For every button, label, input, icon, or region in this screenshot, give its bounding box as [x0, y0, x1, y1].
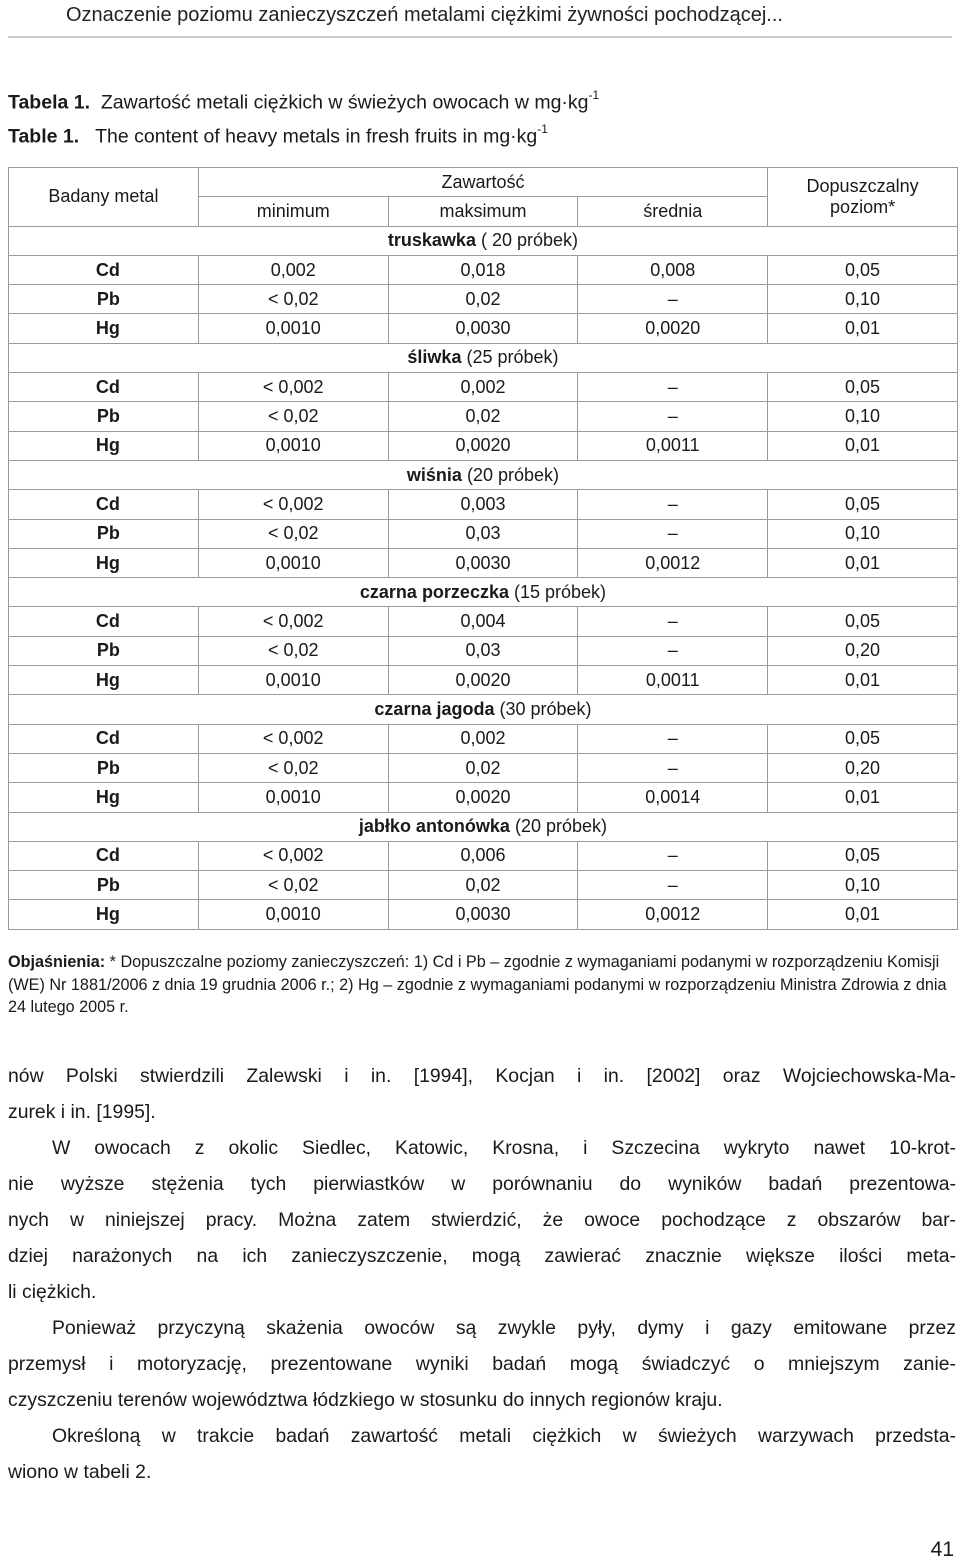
cell-limit: 0,05: [768, 724, 958, 753]
text-line: nych w niniejszej pracy. Można zatem stwierdzić, że owoce pochodzące z obszarów bar-: [8, 1209, 956, 1231]
cell-min: 0,0010: [198, 314, 388, 343]
cell-min: < 0,002: [198, 841, 388, 870]
page-number: 41: [930, 1538, 954, 1561]
cell-limit: 0,10: [768, 285, 958, 314]
section-spacer: [768, 695, 958, 724]
cell-max: 0,03: [388, 636, 578, 665]
section-count: (15 próbek): [508, 581, 607, 602]
section-count: (20 próbek): [509, 816, 608, 837]
cell-max: 0,0020: [388, 431, 578, 460]
caption-en-label: Table 1.: [8, 125, 80, 148]
cell-max: 0,004: [388, 607, 578, 636]
section-row: [9, 695, 958, 724]
cell-mean: –: [578, 373, 768, 402]
cell-max: 0,0030: [388, 314, 578, 343]
cell-limit: 0,01: [768, 783, 958, 812]
cell-metal: Hg: [9, 314, 199, 343]
table-row: [9, 431, 958, 460]
cell-limit: 0,01: [768, 548, 958, 577]
section-row: [9, 578, 958, 607]
text-line: W owocach z okolic Siedlec, Katowic, Krosna, i Szczecina wykryto nawet 10-krot-: [52, 1137, 956, 1159]
table-row: [9, 285, 958, 314]
cell-max: 0,018: [388, 255, 578, 284]
section-left-spacer: [9, 578, 199, 607]
cell-min: 0,0010: [198, 783, 388, 812]
section-name: czarna porzeczka: [359, 581, 509, 602]
cell-max: 0,0030: [388, 548, 578, 577]
cell-mean: –: [578, 753, 768, 782]
section-name: wiśnia: [406, 464, 462, 485]
section-title: [198, 343, 767, 372]
text-line: wiono w tabeli 2.: [8, 1461, 152, 1483]
cell-min: < 0,02: [198, 402, 388, 431]
cell-metal: Pb: [9, 871, 199, 900]
table-row: [9, 666, 958, 695]
cell-mean: –: [578, 871, 768, 900]
cell-min: 0,0010: [198, 548, 388, 577]
section-left-spacer: [9, 695, 199, 724]
section-name: truskawka: [387, 230, 476, 251]
cell-min: 0,0010: [198, 431, 388, 460]
section-left-spacer: [9, 460, 199, 489]
text-line: zurek i in. [1995].: [8, 1101, 156, 1123]
section-row: [9, 226, 958, 255]
paragraph-2: [8, 1130, 956, 1310]
table-header-row: [9, 168, 958, 197]
caption-en-exponent: -1: [537, 122, 548, 136]
cell-limit: 0,01: [768, 314, 958, 343]
cell-limit: 0,05: [768, 490, 958, 519]
cell-min: < 0,002: [198, 607, 388, 636]
section-left-spacer: [9, 343, 199, 372]
header-mean: średnia: [578, 197, 768, 226]
section-count: (25 próbek): [461, 347, 559, 368]
cell-metal: Pb: [9, 285, 199, 314]
header-min: minimum: [198, 197, 388, 226]
section-spacer: [768, 812, 958, 841]
section-spacer: [768, 226, 958, 255]
section-title: [198, 812, 767, 841]
section-title: [198, 460, 767, 489]
text-line: nów Polski stwierdzili Zalewski i in. [1994], Kocjan i in. [2002] oraz Wojciechowska-Ma-: [8, 1065, 956, 1087]
table-row: [9, 255, 958, 284]
table-row: [9, 607, 958, 636]
cell-limit: 0,10: [768, 871, 958, 900]
cell-limit: 0,05: [768, 841, 958, 870]
cell-min: < 0,02: [198, 871, 388, 900]
cell-mean: –: [578, 490, 768, 519]
cell-limit: 0,05: [768, 255, 958, 284]
cell-metal: Cd: [9, 841, 199, 870]
section-spacer: [768, 578, 958, 607]
section-name: śliwka: [407, 347, 462, 368]
cell-mean: 0,008: [578, 255, 768, 284]
header-limit: [768, 168, 958, 227]
table-row: [9, 314, 958, 343]
text-line: Ponieważ przyczyną skażenia owoców są zwykle pyły, dymy i gazy emitowane przez: [52, 1317, 956, 1339]
section-row: [9, 812, 958, 841]
footnote-label: Objaśnienia:: [8, 953, 106, 971]
section-left-spacer: [9, 226, 199, 255]
cell-mean: –: [578, 636, 768, 665]
cell-metal: Hg: [9, 783, 199, 812]
text-line: przemysł i motoryzację, prezentowane wyniki badań mogą świadczyć o mniejszym zanie-: [8, 1353, 956, 1375]
cell-metal: Cd: [9, 724, 199, 753]
section-count: ( 20 próbek): [475, 230, 579, 251]
cell-metal: Pb: [9, 636, 199, 665]
table-row: [9, 373, 958, 402]
section-name: jabłko antonówka: [358, 816, 510, 837]
cell-mean: –: [578, 285, 768, 314]
table-row: [9, 636, 958, 665]
cell-metal: Cd: [9, 255, 199, 284]
cell-metal: Pb: [9, 402, 199, 431]
header-limit-line1: Dopuszczalny: [806, 175, 919, 196]
cell-max: 0,02: [388, 871, 578, 900]
paragraph-4: [8, 1418, 956, 1490]
text-line: dziej narażonych na ich zanieczyszczenie, mogą zawierać znacznie większe ilości meta-: [8, 1245, 956, 1267]
table-caption-en: [8, 124, 548, 149]
cell-metal: Hg: [9, 548, 199, 577]
cell-limit: 0,20: [768, 753, 958, 782]
text-line: li ciężkich.: [8, 1281, 97, 1303]
header-metal: Badany metal: [9, 168, 199, 227]
cell-mean: 0,0014: [578, 783, 768, 812]
text-line: czyszczeniu terenów województwa łódzkiego w stosunku do innych regionów kraju.: [8, 1389, 723, 1411]
paragraph-3: [8, 1310, 956, 1418]
cell-metal: Cd: [9, 607, 199, 636]
cell-min: 0,002: [198, 255, 388, 284]
caption-en-text: The content of heavy metals in fresh fruits in mg·kg: [95, 125, 538, 148]
table-row: [9, 871, 958, 900]
cell-max: 0,02: [388, 753, 578, 782]
cell-min: 0,0010: [198, 900, 388, 929]
table-row: [9, 402, 958, 431]
cell-min: < 0,02: [198, 285, 388, 314]
cell-min: < 0,002: [198, 490, 388, 519]
table-footnote: [8, 951, 958, 1019]
paragraph-1: [8, 1058, 956, 1130]
cell-max: 0,02: [388, 285, 578, 314]
cell-min: 0,0010: [198, 666, 388, 695]
cell-limit: 0,01: [768, 900, 958, 929]
section-count: (20 próbek): [461, 464, 560, 485]
section-title: [198, 578, 767, 607]
text-line: Określoną w trakcie badań zawartość metali ciężkich w świeżych warzywach przedsta-: [52, 1425, 956, 1447]
cell-limit: 0,20: [768, 636, 958, 665]
cell-max: 0,0030: [388, 900, 578, 929]
cell-metal: Cd: [9, 373, 199, 402]
section-title: [198, 695, 767, 724]
section-row: [9, 460, 958, 489]
cell-limit: 0,10: [768, 402, 958, 431]
cell-metal: Pb: [9, 519, 199, 548]
cell-mean: 0,0012: [578, 548, 768, 577]
header-rule: [8, 36, 952, 38]
cell-limit: 0,01: [768, 666, 958, 695]
table-row: [9, 490, 958, 519]
cell-max: 0,003: [388, 490, 578, 519]
caption-pl-exponent: -1: [588, 88, 600, 102]
cell-min: < 0,02: [198, 753, 388, 782]
cell-metal: Hg: [9, 431, 199, 460]
section-title: [198, 226, 767, 255]
cell-max: 0,002: [388, 724, 578, 753]
caption-pl-label: Tabela 1.: [8, 91, 91, 114]
caption-pl-text: Zawartość metali ciężkich w świeżych owocach w mg·kg: [100, 91, 589, 114]
section-name: czarna jagoda: [374, 698, 495, 719]
section-row: [9, 343, 958, 372]
cell-max: 0,02: [388, 402, 578, 431]
table-row: [9, 900, 958, 929]
cell-limit: 0,10: [768, 519, 958, 548]
cell-mean: –: [578, 841, 768, 870]
cell-metal: Pb: [9, 753, 199, 782]
cell-mean: –: [578, 724, 768, 753]
cell-mean: 0,0011: [578, 666, 768, 695]
section-spacer: [768, 343, 958, 372]
cell-max: 0,0020: [388, 783, 578, 812]
cell-min: < 0,002: [198, 373, 388, 402]
section-count: (30 próbek): [494, 698, 592, 719]
cell-mean: –: [578, 607, 768, 636]
cell-min: < 0,02: [198, 636, 388, 665]
cell-limit: 0,05: [768, 373, 958, 402]
header-max: maksimum: [388, 197, 578, 226]
section-spacer: [768, 460, 958, 489]
heavy-metals-table: [8, 167, 958, 930]
table-row: [9, 724, 958, 753]
table-row: [9, 548, 958, 577]
cell-max: 0,002: [388, 373, 578, 402]
cell-max: 0,0020: [388, 666, 578, 695]
cell-limit: 0,01: [768, 431, 958, 460]
running-header: Oznaczenie poziomu zanieczyszczeń metalami ciężkimi żywności pochodzącej...: [66, 4, 783, 26]
table-row: [9, 783, 958, 812]
cell-max: 0,03: [388, 519, 578, 548]
cell-mean: 0,0020: [578, 314, 768, 343]
cell-min: < 0,02: [198, 519, 388, 548]
cell-mean: –: [578, 519, 768, 548]
cell-mean: –: [578, 402, 768, 431]
header-limit-line2: poziom*: [830, 196, 896, 217]
table-caption-pl: [8, 90, 599, 115]
cell-mean: 0,0012: [578, 900, 768, 929]
footnote-text: * Dopuszczalne poziomy zanieczyszczeń: 1) Cd i Pb – zgodnie z wymaganiami podanymi w rozporządzeniu Komisji (WE) Nr 1881/2006 z dnia 19 grudnia 2006 r.; 2) Hg – zgodnie z wymaganiami podanymi w rozporządzeniu Ministra Zdrowia z dnia 24 lutego 2005 r.: [8, 953, 947, 1016]
table-row: [9, 753, 958, 782]
section-left-spacer: [9, 812, 199, 841]
table-row: [9, 841, 958, 870]
cell-mean: 0,0011: [578, 431, 768, 460]
cell-min: < 0,002: [198, 724, 388, 753]
cell-max: 0,006: [388, 841, 578, 870]
text-line: nie wyższe stężenia tych pierwiastków w porównaniu do wyników badań prezentowa-: [8, 1173, 956, 1195]
cell-metal: Cd: [9, 490, 199, 519]
cell-metal: Hg: [9, 666, 199, 695]
cell-limit: 0,05: [768, 607, 958, 636]
table-row: [9, 519, 958, 548]
cell-metal: Hg: [9, 900, 199, 929]
header-content: Zawartość: [198, 168, 767, 197]
